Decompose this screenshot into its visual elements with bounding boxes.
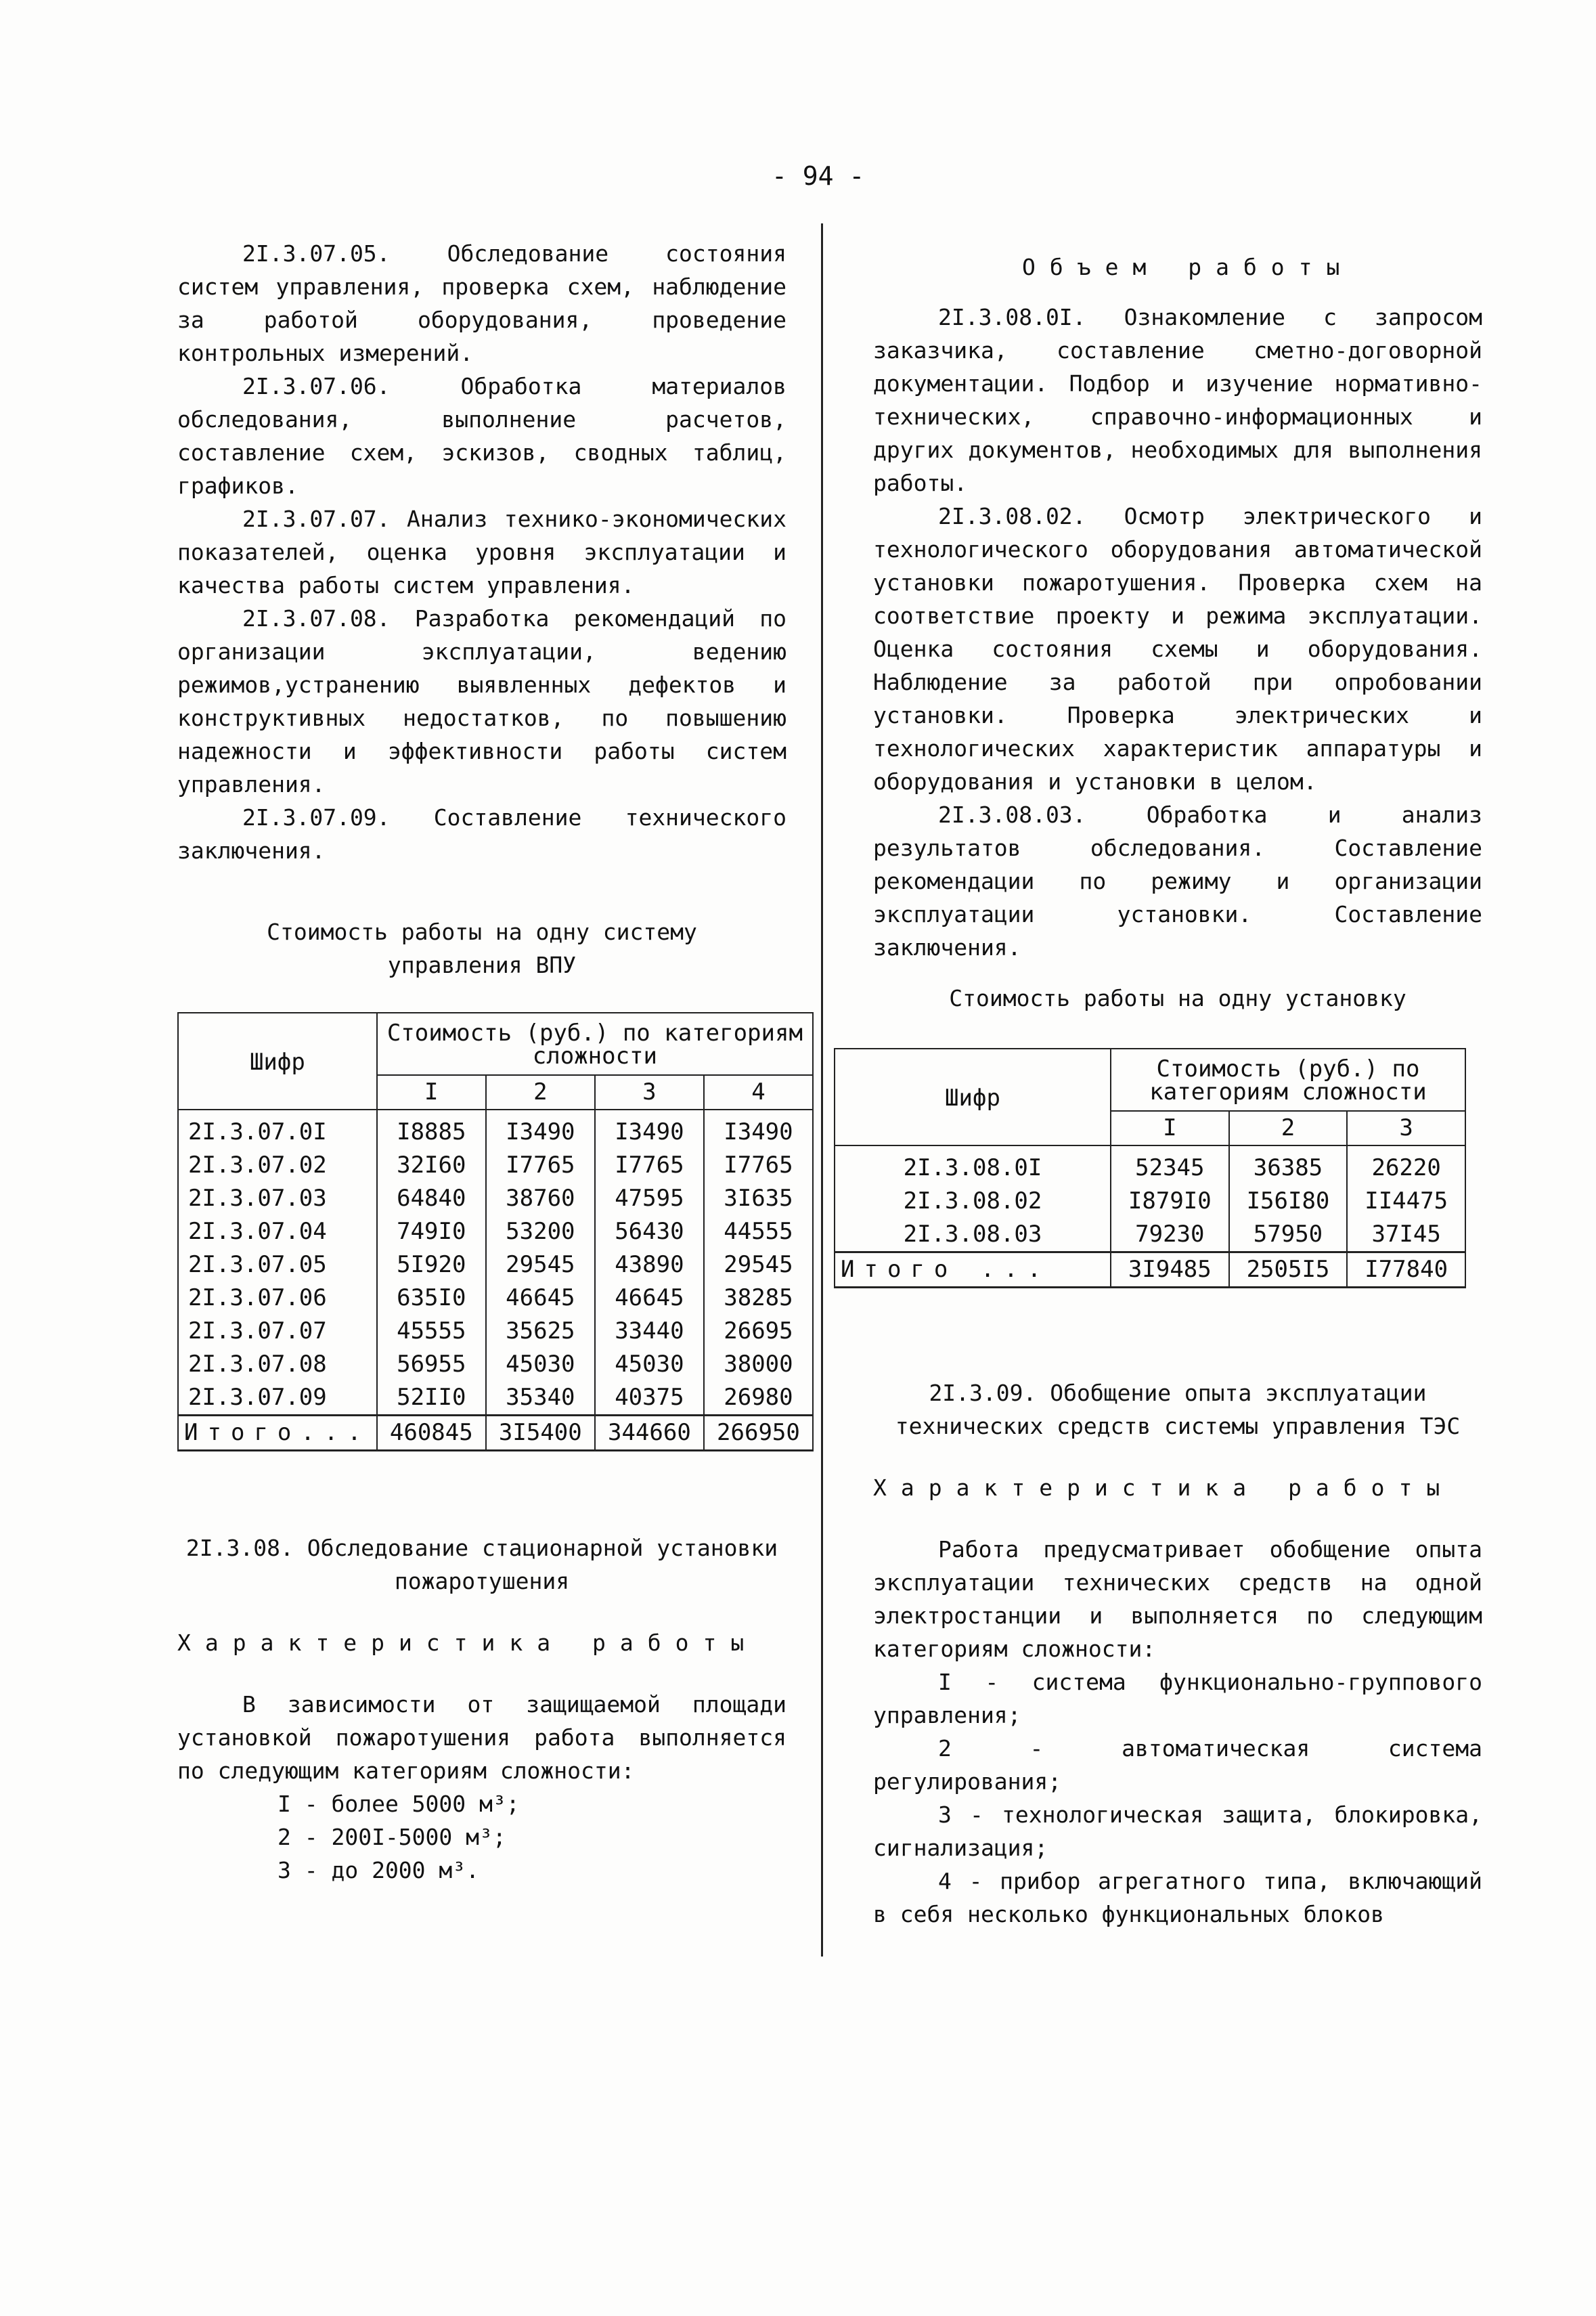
paragraph-2I.3.08.03: 2I.3.08.03. Обработка и анализ результатов обследования. Составление рекомендации по режиму и организации эксплуатации установки. Составление заключения. xyxy=(873,802,1482,961)
left-section-2I.3.08 xyxy=(177,1531,786,1887)
cell: 32I60 xyxy=(377,1149,486,1182)
left-cost-table xyxy=(177,1012,814,1451)
table-row xyxy=(835,1218,1465,1252)
characteristic-text: В зависимости от защищаемой площади установкой пожаротушения работа выполняется по следующим категориям сложности: xyxy=(177,1691,786,1784)
table-row xyxy=(178,1215,813,1248)
paragraph-2I.3.07.08: 2I.3.07.08. Разработка рекомендаций по организации эксплуатации, ведению режимов,устранению выявленных дефектов и конструктивных недостатков, по повышению надежности и эффективности работы систем управления. xyxy=(177,605,786,798)
cell: 635I0 xyxy=(377,1282,486,1315)
cell: 36385 xyxy=(1229,1145,1348,1185)
table-row xyxy=(178,1381,813,1416)
category-header: I xyxy=(1111,1111,1229,1145)
total-cell: 2505I5 xyxy=(1229,1252,1348,1288)
category-item: 2 - 200I-5000 м³; xyxy=(278,1824,506,1850)
cell: 52II0 xyxy=(377,1381,486,1416)
cell: 3I635 xyxy=(704,1182,813,1215)
cell: 29545 xyxy=(704,1248,813,1282)
total-cell: 3I9485 xyxy=(1111,1252,1229,1288)
paragraph-2I.3.07.06: 2I.3.07.06. Обработка материалов обследования, выполнение расчетов, составление схем, эскизов, сводных таблиц, графиков. xyxy=(177,373,786,499)
cell: 45030 xyxy=(595,1348,704,1381)
cell: 56430 xyxy=(595,1215,704,1248)
cell: 749I0 xyxy=(377,1215,486,1248)
row-code: 2I.3.08.0I xyxy=(835,1145,1111,1185)
cell: 26695 xyxy=(704,1315,813,1348)
cell: 37I45 xyxy=(1347,1218,1465,1252)
cell: 46645 xyxy=(486,1282,595,1315)
table-row xyxy=(835,1145,1465,1185)
cell: 53200 xyxy=(486,1215,595,1248)
total-row xyxy=(835,1252,1465,1288)
cell: I3490 xyxy=(595,1110,704,1149)
cell: 40375 xyxy=(595,1381,704,1416)
cell: 79230 xyxy=(1111,1218,1229,1252)
cell: 57950 xyxy=(1229,1218,1348,1252)
total-row xyxy=(178,1416,813,1451)
cell: 64840 xyxy=(377,1182,486,1215)
column-header-code: Шифр xyxy=(178,1013,377,1110)
cell: 33440 xyxy=(595,1315,704,1348)
category-header: 3 xyxy=(1347,1111,1465,1145)
row-code: 2I.3.07.09 xyxy=(178,1381,377,1416)
cell: I3490 xyxy=(704,1110,813,1149)
total-cell: 344660 xyxy=(595,1416,704,1451)
category-item: I - система функционально-группового управления; xyxy=(873,1669,1482,1728)
page-number: - 94 - xyxy=(772,161,865,191)
cell: II4475 xyxy=(1347,1185,1465,1218)
cell: 5I920 xyxy=(377,1248,486,1282)
cell: 45030 xyxy=(486,1348,595,1381)
characteristic-heading: Характеристика работы xyxy=(873,1474,1455,1501)
row-code: 2I.3.07.05 xyxy=(178,1248,377,1282)
total-label: Итого... xyxy=(178,1416,377,1451)
cell: 45555 xyxy=(377,1315,486,1348)
cell: 29545 xyxy=(486,1248,595,1282)
left-table-title-line1: Стоимость работы на одну систему xyxy=(267,919,697,945)
row-code: 2I.3.07.07 xyxy=(178,1315,377,1348)
table-row xyxy=(178,1348,813,1381)
cell: 44555 xyxy=(704,1215,813,1248)
right-section-2I.3.09 xyxy=(873,1376,1482,1931)
cell: 38285 xyxy=(704,1282,813,1315)
cell: I56I80 xyxy=(1229,1185,1348,1218)
paragraph-2I.3.07.05: 2I.3.07.05. Обследование состояния систем управления, проверка схем, наблюдение за работой оборудования, проведение контрольных измерений. xyxy=(177,240,786,366)
row-code: 2I.3.08.02 xyxy=(835,1185,1111,1218)
category-item: I - более 5000 м³; xyxy=(278,1791,520,1817)
right-column-text xyxy=(873,250,1482,964)
table-row xyxy=(178,1110,813,1149)
row-code: 2I.3.07.03 xyxy=(178,1182,377,1215)
row-code: 2I.3.07.0I xyxy=(178,1110,377,1149)
category-header: 2 xyxy=(486,1075,595,1110)
column-header-cost: Стоимость (руб.) по категориям сложности xyxy=(1111,1049,1465,1111)
cell: I7765 xyxy=(486,1149,595,1182)
right-cost-table xyxy=(834,1048,1466,1288)
section-title-line2: пожаротушения xyxy=(394,1568,570,1594)
right-table-title-line: Стоимость работы на одну установку xyxy=(949,985,1406,1011)
characteristic-heading: Характеристика работы xyxy=(177,1630,759,1656)
paragraph-2I.3.08.02: 2I.3.08.02. Осмотр электрического и технологического оборудования автоматической установки пожаротушения. Проверка схем на соответствие проекту и режима эксплуатации. Оценка состояния схемы и оборудования. Наблюдение за работой при опробовании установки. Проверка электрических и технологических характеристик аппаратуры и оборудования и установки в целом. xyxy=(873,503,1482,795)
total-cell: 266950 xyxy=(704,1416,813,1451)
column-header-cost: Стоимость (руб.) по категориям сложности xyxy=(377,1013,813,1075)
table-row xyxy=(835,1185,1465,1218)
category-list xyxy=(177,1787,786,1887)
section-title-line2: технических средств системы управления ТЭС xyxy=(895,1413,1461,1439)
table-row xyxy=(178,1282,813,1315)
cell: I879I0 xyxy=(1111,1185,1229,1218)
category-header: 4 xyxy=(704,1075,813,1110)
paragraph-2I.3.08.0I: 2I.3.08.0I. Ознакомление с запросом заказчика, составление сметно-договорной документации. Подбор и изучение нормативно-технических, справочно-информационных и других документов, необходимых для выполнения работы. xyxy=(873,304,1482,496)
cell: 56955 xyxy=(377,1348,486,1381)
row-code: 2I.3.08.03 xyxy=(835,1218,1111,1252)
column-divider xyxy=(821,223,823,1957)
category-header: 2 xyxy=(1229,1111,1348,1145)
cell: 26980 xyxy=(704,1381,813,1416)
cell: 38760 xyxy=(486,1182,595,1215)
table-row xyxy=(178,1149,813,1182)
table-row xyxy=(178,1182,813,1215)
cell: 43890 xyxy=(595,1248,704,1282)
volume-heading: Объем работы xyxy=(1022,254,1354,280)
total-label: Итого ... xyxy=(835,1252,1111,1288)
right-table-title xyxy=(873,982,1482,1015)
category-header: 3 xyxy=(595,1075,704,1110)
category-item: 3 - до 2000 м³. xyxy=(278,1857,480,1883)
cell: 38000 xyxy=(704,1348,813,1381)
cell: I7765 xyxy=(704,1149,813,1182)
cell: I7765 xyxy=(595,1149,704,1182)
category-item: 2 - автоматическая система регулирования; xyxy=(873,1735,1482,1795)
cell: I3490 xyxy=(486,1110,595,1149)
cell: 26220 xyxy=(1347,1145,1465,1185)
category-header: I xyxy=(377,1075,486,1110)
left-table-title-line2: управления ВПУ xyxy=(387,952,577,978)
paragraph-2I.3.07.09: 2I.3.07.09. Составление технического заключения. xyxy=(177,804,786,864)
section-title-line1: 2I.3.08. Обследование стационарной установки xyxy=(185,1535,778,1561)
characteristic-text: Работа предусматривает обобщение опыта эксплуатации технических средств на одной электростанции и выполняется по следующим категориям сложности: xyxy=(873,1536,1482,1662)
table-row xyxy=(178,1315,813,1348)
cell: 35340 xyxy=(486,1381,595,1416)
section-title-line1: 2I.3.09. Обобщение опыта эксплуатации xyxy=(929,1380,1427,1406)
category-item: 4 - прибор агрегатного типа, включающий в себя несколько функциональных блоков xyxy=(873,1868,1482,1927)
column-header-code: Шифр xyxy=(835,1049,1111,1145)
row-code: 2I.3.07.04 xyxy=(178,1215,377,1248)
row-code: 2I.3.07.08 xyxy=(178,1348,377,1381)
paragraph-2I.3.07.07: 2I.3.07.07. Анализ технико-экономических показателей, оценка уровня эксплуатации и качества работы систем управления. xyxy=(177,506,786,598)
left-table-title xyxy=(177,915,786,982)
cell: I8885 xyxy=(377,1110,486,1149)
cell: 46645 xyxy=(595,1282,704,1315)
left-column-text xyxy=(177,237,786,867)
cell: 35625 xyxy=(486,1315,595,1348)
cell: 52345 xyxy=(1111,1145,1229,1185)
row-code: 2I.3.07.06 xyxy=(178,1282,377,1315)
total-cell: 3I5400 xyxy=(486,1416,595,1451)
row-code: 2I.3.07.02 xyxy=(178,1149,377,1182)
cell: 47595 xyxy=(595,1182,704,1215)
total-cell: 460845 xyxy=(377,1416,486,1451)
category-item: 3 - технологическая защита, блокировка, сигнализация; xyxy=(873,1801,1482,1861)
table-row xyxy=(178,1248,813,1282)
total-cell: I77840 xyxy=(1347,1252,1465,1288)
